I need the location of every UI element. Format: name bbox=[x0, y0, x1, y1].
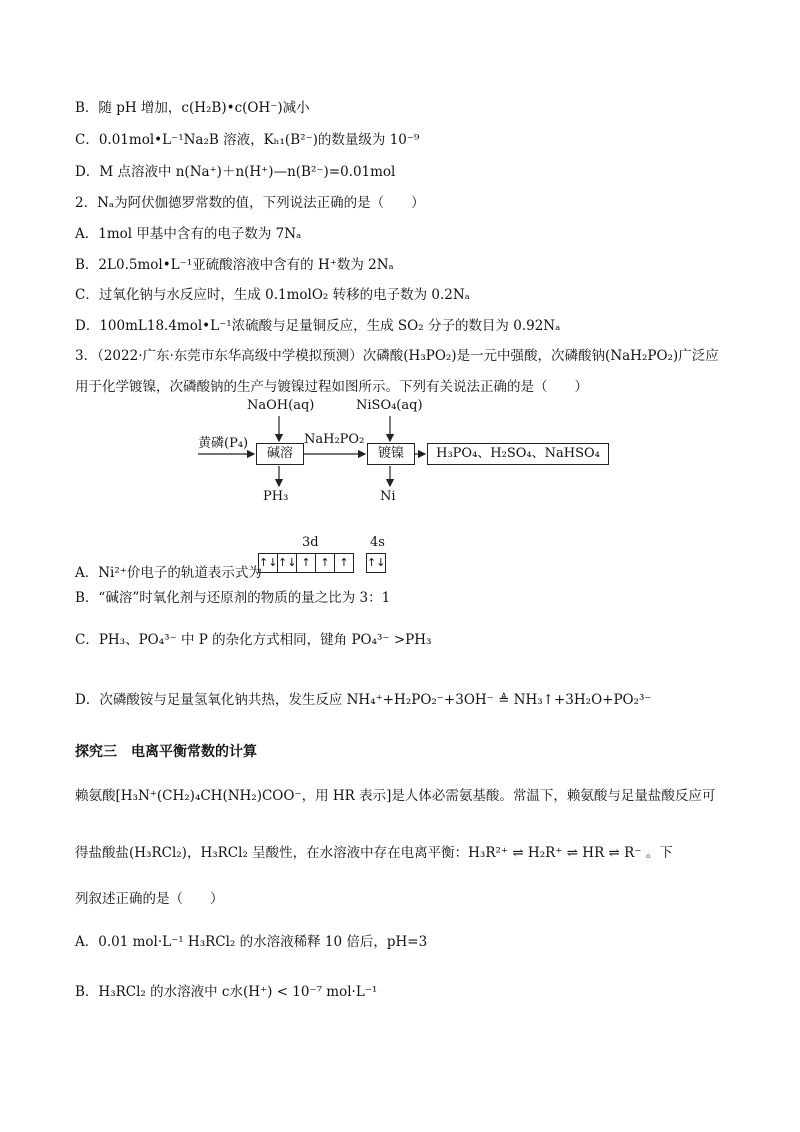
q3-option-b: B．“碱溶”时氧化剂与还原剂的物质的量之比为 3：1 bbox=[75, 590, 391, 606]
orbital-4s-box bbox=[366, 553, 386, 573]
question-2-stem: 2．Nₐ为阿伏伽德罗常数的值，下列说法正确的是（ ） bbox=[75, 195, 425, 211]
flow-arrows bbox=[0, 0, 800, 520]
option-b-line: B．随 pH 增加，c(H₂B)•c(OH⁻)减小 bbox=[75, 100, 310, 116]
orbital-cell: ↑↓ bbox=[278, 554, 297, 572]
orbital-4s-label: 4s bbox=[370, 535, 385, 550]
orbital-cell: ↑ bbox=[297, 554, 316, 572]
products-box: H₃PO₄、H₂SO₄、NaHSO₄ bbox=[427, 443, 609, 465]
orbital-cell: ↑ bbox=[339, 556, 349, 569]
q2-option-a: A．1mol 甲基中含有的电子数为 7Nₐ bbox=[75, 226, 302, 242]
q3-option-a-text: A．Ni²⁺价电子的轨道表示式为 bbox=[75, 565, 262, 581]
question-3-stem-2: 用于化学镀镍，次磷酸钠的生产与镀镍过程如图所示。下列有关说法正确的是（ ） bbox=[75, 379, 588, 395]
ph3-label: PH₃ bbox=[263, 489, 289, 504]
orbital-3d-label: 3d bbox=[302, 535, 319, 550]
q3-option-c: C．PH₃、PO₄³⁻ 中 P 的杂化方式相同，键角 PO₄³⁻ >PH₃ bbox=[75, 632, 432, 648]
ni-label: Ni bbox=[380, 489, 396, 504]
q3-option-d: D．次磷酸铵与足量氢氧化钠共热，发生反应 NH₄⁺+H₂PO₂⁻+3OH⁻ ≜ NH₃↑+3H₂O+PO₂³⁻ bbox=[75, 692, 652, 708]
alkali-dissolve-box: 碱溶 bbox=[256, 443, 304, 465]
q2-option-d: D．100mL18.4mol•L⁻¹浓硫酸与足量铜反应，生成 SO₂ 分子的数目为 0.92Nₐ bbox=[75, 318, 561, 334]
niso4-label: NiSO₄(aq) bbox=[356, 398, 423, 413]
q4-option-b: B．H₃RCl₂ 的水溶液中 c水(H⁺) < 10⁻⁷ mol·L⁻¹ bbox=[75, 984, 378, 1000]
option-d-line: D．M 点溶液中 n(Na⁺)＋n(H⁺)—n(B²⁻)=0.01mol bbox=[75, 164, 396, 180]
orbital-cell: ↑ bbox=[316, 554, 335, 572]
q2-option-c: C．过氧化钠与水反应时，生成 0.1molO₂ 转移的电子数为 0.2Nₐ bbox=[75, 287, 470, 303]
naoh-label: NaOH(aq) bbox=[247, 398, 315, 413]
p4-label: 黄磷(P₄) bbox=[198, 436, 249, 451]
option-c-line: C．0.01mol•L⁻¹Na₂B 溶液，Kₕ₁(B²⁻)的数量级为 10⁻⁹ bbox=[75, 132, 420, 148]
q4-option-a: A．0.01 mol·L⁻¹ H₃RCl₂ 的水溶液稀释 10 倍后，pH=3 bbox=[75, 934, 428, 950]
question-4-stem-1: 赖氨酸[H₃N⁺(CH₂)₄CH(NH₂)COO⁻，用 HR 表示]是人体必需氨基酸。常温下，赖氨酸与足量盐酸反应可 bbox=[75, 788, 716, 804]
q2-option-b: B．2L0.5mol•L⁻¹亚硫酸溶液中含有的 H⁺数为 2Nₐ bbox=[75, 257, 394, 273]
orbital-cell: ↑↓ bbox=[259, 554, 278, 572]
question-3-stem-1: 3．（2022·广东·东莞市东华高级中学模拟预测）次磷酸(H₃PO₂)是一元中强酸，次磷酸钠(NaH₂PO₂)广泛应 bbox=[75, 348, 719, 364]
section-heading: 探究三 电离平衡常数的计算 bbox=[75, 744, 257, 760]
orbital-3d-boxes bbox=[258, 553, 354, 573]
question-4-stem-3: 列叙述正确的是（ ） bbox=[75, 891, 224, 907]
nah2po2-label: NaH₂PO₂ bbox=[304, 432, 365, 447]
nickel-plating-box: 镀镍 bbox=[367, 443, 415, 465]
question-4-stem-2: 得盐酸盐(H₃RCl₂)，H₃RCl₂ 呈酸性，在水溶液中存在电离平衡：H₃R²⁺ ⇌ H₂R⁺ ⇌ HR ⇌ R⁻ 。下 bbox=[75, 845, 673, 861]
orbital-cell: ↑↓ bbox=[367, 556, 386, 569]
q3-option-a bbox=[75, 563, 262, 583]
